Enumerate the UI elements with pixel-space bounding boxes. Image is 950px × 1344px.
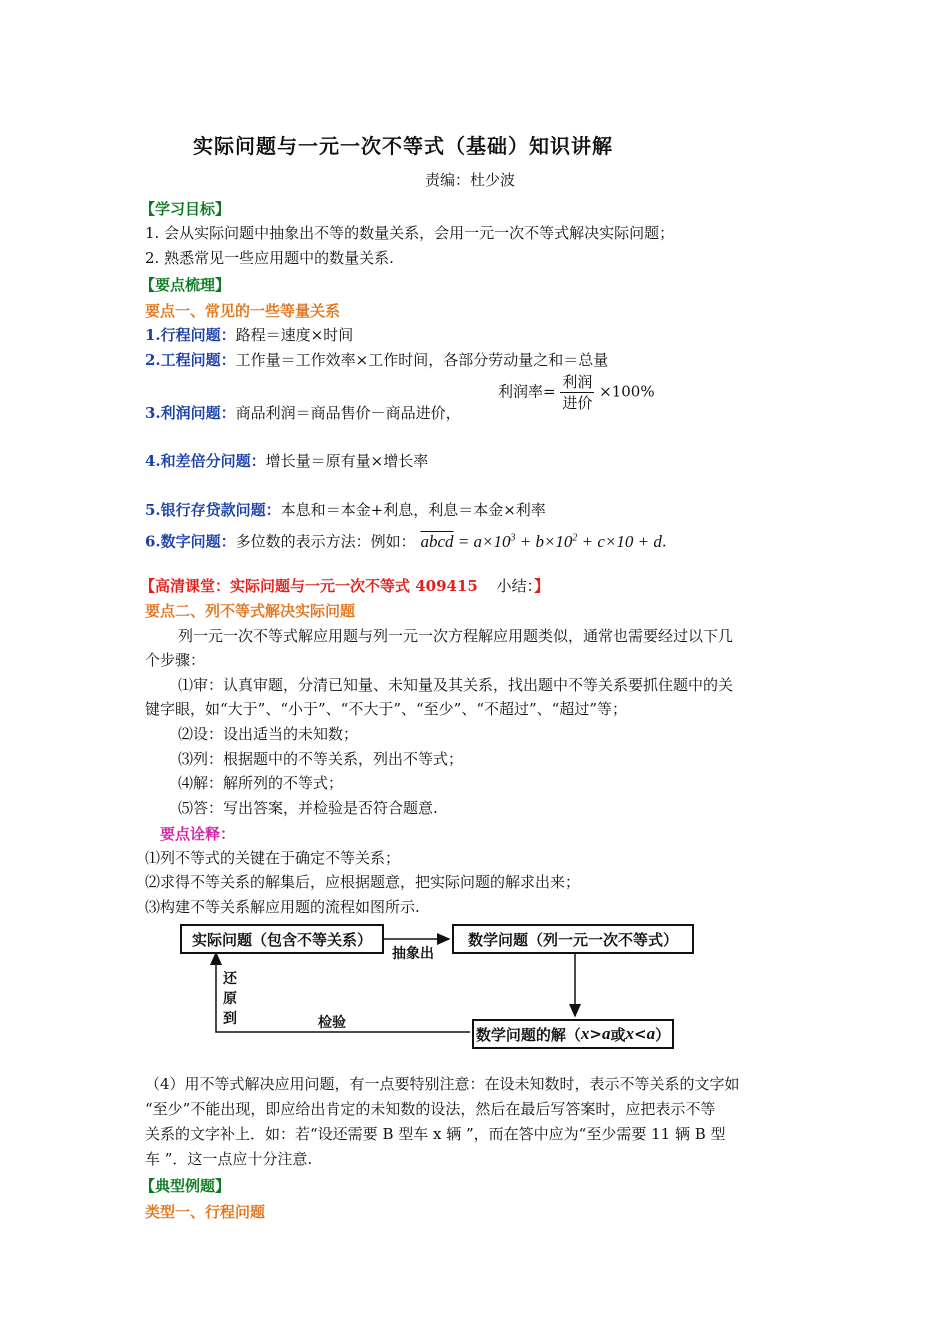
formula-right: ×100% xyxy=(599,382,655,401)
page-title: 实际问题与一元一次不等式（基础）知识讲解 xyxy=(193,134,613,158)
formula-left: 利润率= xyxy=(498,382,556,401)
relation-work-text: 工作量＝工作效率×工作时间，各部分劳动量之和＝总量 xyxy=(235,351,609,369)
flow-label-check: 检验 xyxy=(318,1015,346,1031)
relation-travel-text: 路程＝速度×时间 xyxy=(235,326,354,344)
p2-step-4: ⑷解：解所列的不等式； xyxy=(178,774,344,792)
flow-label-restore-2: 原 xyxy=(223,991,237,1007)
flow-box-real-problem: 实际问题（包含不等关系） xyxy=(180,924,384,954)
p2-intro-1: 列一元一次不等式解应用题与列一元一次方程解应用题类似，通常也需要经过以下几 xyxy=(178,627,734,645)
editor-line: 责编：杜少波 xyxy=(425,171,516,189)
formula-part-1: = a×10 xyxy=(453,531,511,551)
formula-part-2: + b×10 xyxy=(515,531,573,551)
hd-classroom-b: 小结： xyxy=(496,577,535,595)
formula-overline: abcd xyxy=(420,531,454,551)
notes-heading: 要点诠释： xyxy=(160,825,236,843)
p2-step-3: ⑶列：根据题中的不等关系，列出不等式； xyxy=(178,750,464,768)
formula-end: . xyxy=(661,532,667,551)
relation-profit-text: 商品利润＝商品售价－商品进价， xyxy=(235,404,461,422)
type1-title: 类型一、行程问题 xyxy=(145,1203,266,1221)
formula-exp-1: 3 xyxy=(510,532,516,543)
relation-travel-label: 1.行程问题： xyxy=(145,326,236,344)
relation-growth-label: 4.和差倍分问题： xyxy=(145,452,266,470)
hd-classroom-c: 】 xyxy=(534,577,550,595)
relation-digits-text: 多位数的表示方法：例如： xyxy=(235,532,416,551)
p2-step-1b: 键字眼，如“大于”、“小于”、“不大于”、“至少”、“不超过”、“超过”等； xyxy=(145,700,628,718)
flow-box-math-problem: 数学问题（列一元一次不等式） xyxy=(452,924,694,954)
p2-step-1a: ⑴审：认真审题，分清已知量、未知量及其关系，找出题中不等关系要抓住题中的关 xyxy=(178,676,734,694)
p2-step-2: ⑵设：设出适当的未知数； xyxy=(178,725,359,743)
solution-op-2: < xyxy=(634,1025,647,1043)
flow-label-restore-1: 还 xyxy=(223,971,237,987)
flow-label-abstract: 抽象出 xyxy=(392,946,434,962)
point1-title: 要点一、常见的一些等量关系 xyxy=(145,302,341,320)
goal-item-1: 1. 会从实际问题中抽象出不等的数量关系，会用一元一次不等式解决实际问题； xyxy=(145,224,675,242)
fraction-numerator: 利润 xyxy=(562,373,593,391)
note-2: ⑵求得不等关系的解集后，应根据题意，把实际问题的解求出来； xyxy=(145,873,581,891)
solution-var-2: a xyxy=(601,1024,611,1043)
goals-heading: 【学习目标】 xyxy=(140,200,231,218)
flow-label-restore-3: 到 xyxy=(223,1011,237,1027)
hd-classroom-a: 【高清课堂：实际问题与一元一次不等式 409415 xyxy=(140,577,478,595)
relation-work-label: 2.工程问题： xyxy=(145,351,236,369)
p4-line-4: 车 ”．这一点应十分注意. xyxy=(145,1150,313,1168)
note-3: ⑶构建不等关系解应用题的流程如图所示. xyxy=(145,898,420,916)
solution-op-1: > xyxy=(589,1025,602,1043)
relation-bank-label: 5.银行存贷款问题： xyxy=(145,501,281,519)
relation-profit-label: 3.利润问题： xyxy=(145,404,236,422)
p4-line-2: “至少”不能出现，即应给出肯定的未知数的设法，然后在最后写答案时，应把表示不等 xyxy=(145,1100,716,1118)
p2-step-5: ⑸答：写出答案，并检验是否符合题意. xyxy=(178,799,438,817)
p4-line-1: （4）用不等式解决应用问题，有一点要特别注意：在设未知数时，表示不等关系的文字如 xyxy=(145,1075,740,1093)
solution-var-1: x xyxy=(580,1024,590,1043)
solution-text-a: 数学问题的解（ xyxy=(475,1025,581,1044)
point2-title: 要点二、列不等式解决实际问题 xyxy=(145,602,356,620)
note-1: ⑴列不等式的关键在于确定不等关系； xyxy=(145,849,401,867)
relation-digits-label: 6.数字问题： xyxy=(145,532,236,551)
fraction-denominator: 进价 xyxy=(562,394,593,412)
formula-exp-2: 2 xyxy=(572,532,578,543)
relation-bank-text: 本息和＝本金+利息，利息＝本金×利率 xyxy=(280,501,546,519)
p4-line-3: 关系的文字补上．如：若“设还需要 B 型车 x 辆 ”，而在答中应为“至少需要 11 辆 B 型 xyxy=(145,1125,726,1143)
goal-item-2: 2. 熟悉常见一些应用题中的数量关系. xyxy=(145,249,394,267)
solution-or: 或 xyxy=(610,1025,626,1044)
examples-heading: 【典型例题】 xyxy=(140,1177,231,1195)
formula-part-3: + c×10 + d xyxy=(577,531,662,551)
points-heading: 【要点梳理】 xyxy=(140,276,231,294)
solution-var-4: a xyxy=(646,1024,656,1043)
relation-growth-text: 增长量＝原有量×增长率 xyxy=(265,452,429,470)
solution-text-b: ） xyxy=(655,1025,671,1044)
solution-var-3: x xyxy=(625,1024,634,1043)
p2-intro-2: 个步骤： xyxy=(145,651,206,669)
